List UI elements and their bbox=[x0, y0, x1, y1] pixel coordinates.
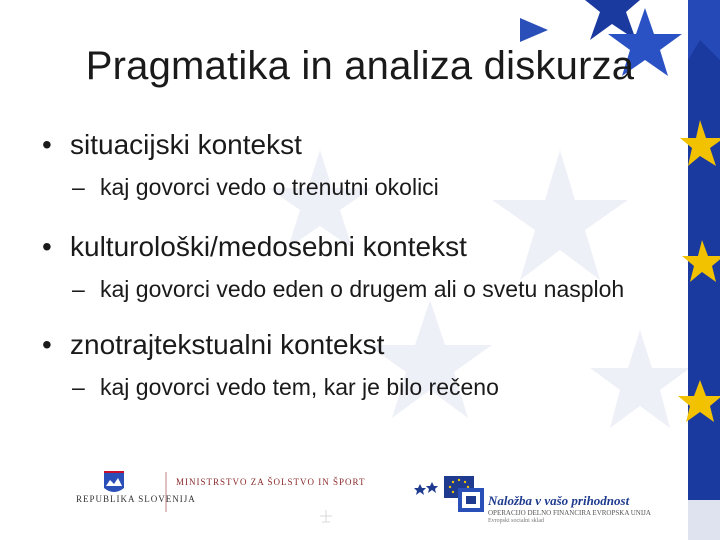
bullet-symbol: • bbox=[42, 329, 52, 360]
ministry-label: MINISTRSTVO ZA ŠOLSTVO IN ŠPORT bbox=[176, 477, 366, 487]
sub-bullet-symbol: – bbox=[72, 174, 85, 200]
sub-bullet-symbol: – bbox=[72, 276, 85, 302]
sub-bullet-symbol: – bbox=[72, 374, 85, 400]
bullet-symbol: • bbox=[42, 231, 52, 262]
fund-label: OPERACIJO DELNO FINANCIRA EVROPSKA UNIJA bbox=[488, 509, 651, 517]
slovenia-coat-of-arms-icon bbox=[104, 472, 124, 492]
slide-title: Pragmatika in analiza diskurza bbox=[85, 44, 635, 88]
bullet-item bbox=[42, 128, 662, 162]
bullet-item bbox=[42, 328, 662, 362]
sub-bullet-text: kaj govorci vedo o trenutni okolici bbox=[100, 174, 439, 200]
bullet-item bbox=[42, 230, 662, 264]
bullet-text: situacijski kontekst bbox=[70, 129, 302, 160]
sub-bullet-item bbox=[72, 274, 662, 304]
sub-bullet-item bbox=[72, 172, 662, 202]
bullet-symbol: • bbox=[42, 129, 52, 160]
bullet-list bbox=[42, 128, 662, 402]
sub-bullet-text: kaj govorci vedo tem, kar je bilo rečeno bbox=[100, 374, 499, 400]
bullet-text: kulturološki/medosebni kontekst bbox=[70, 231, 467, 262]
sub-bullet-text: kaj govorci vedo eden o drugem ali o svetu nasploh bbox=[100, 276, 625, 302]
bullet-text: znotrajtekstualni kontekst bbox=[70, 329, 385, 360]
small-emblem-icon bbox=[320, 510, 332, 522]
investment-label: Naložba v vašo prihodnost bbox=[488, 493, 630, 508]
sub-bullet-item bbox=[72, 372, 662, 402]
republic-label: REPUBLIKA SLOVENIJA bbox=[76, 494, 196, 504]
eu-stars-icon bbox=[414, 482, 438, 495]
fund-sub-label: Evropski socialni sklad bbox=[488, 518, 544, 524]
